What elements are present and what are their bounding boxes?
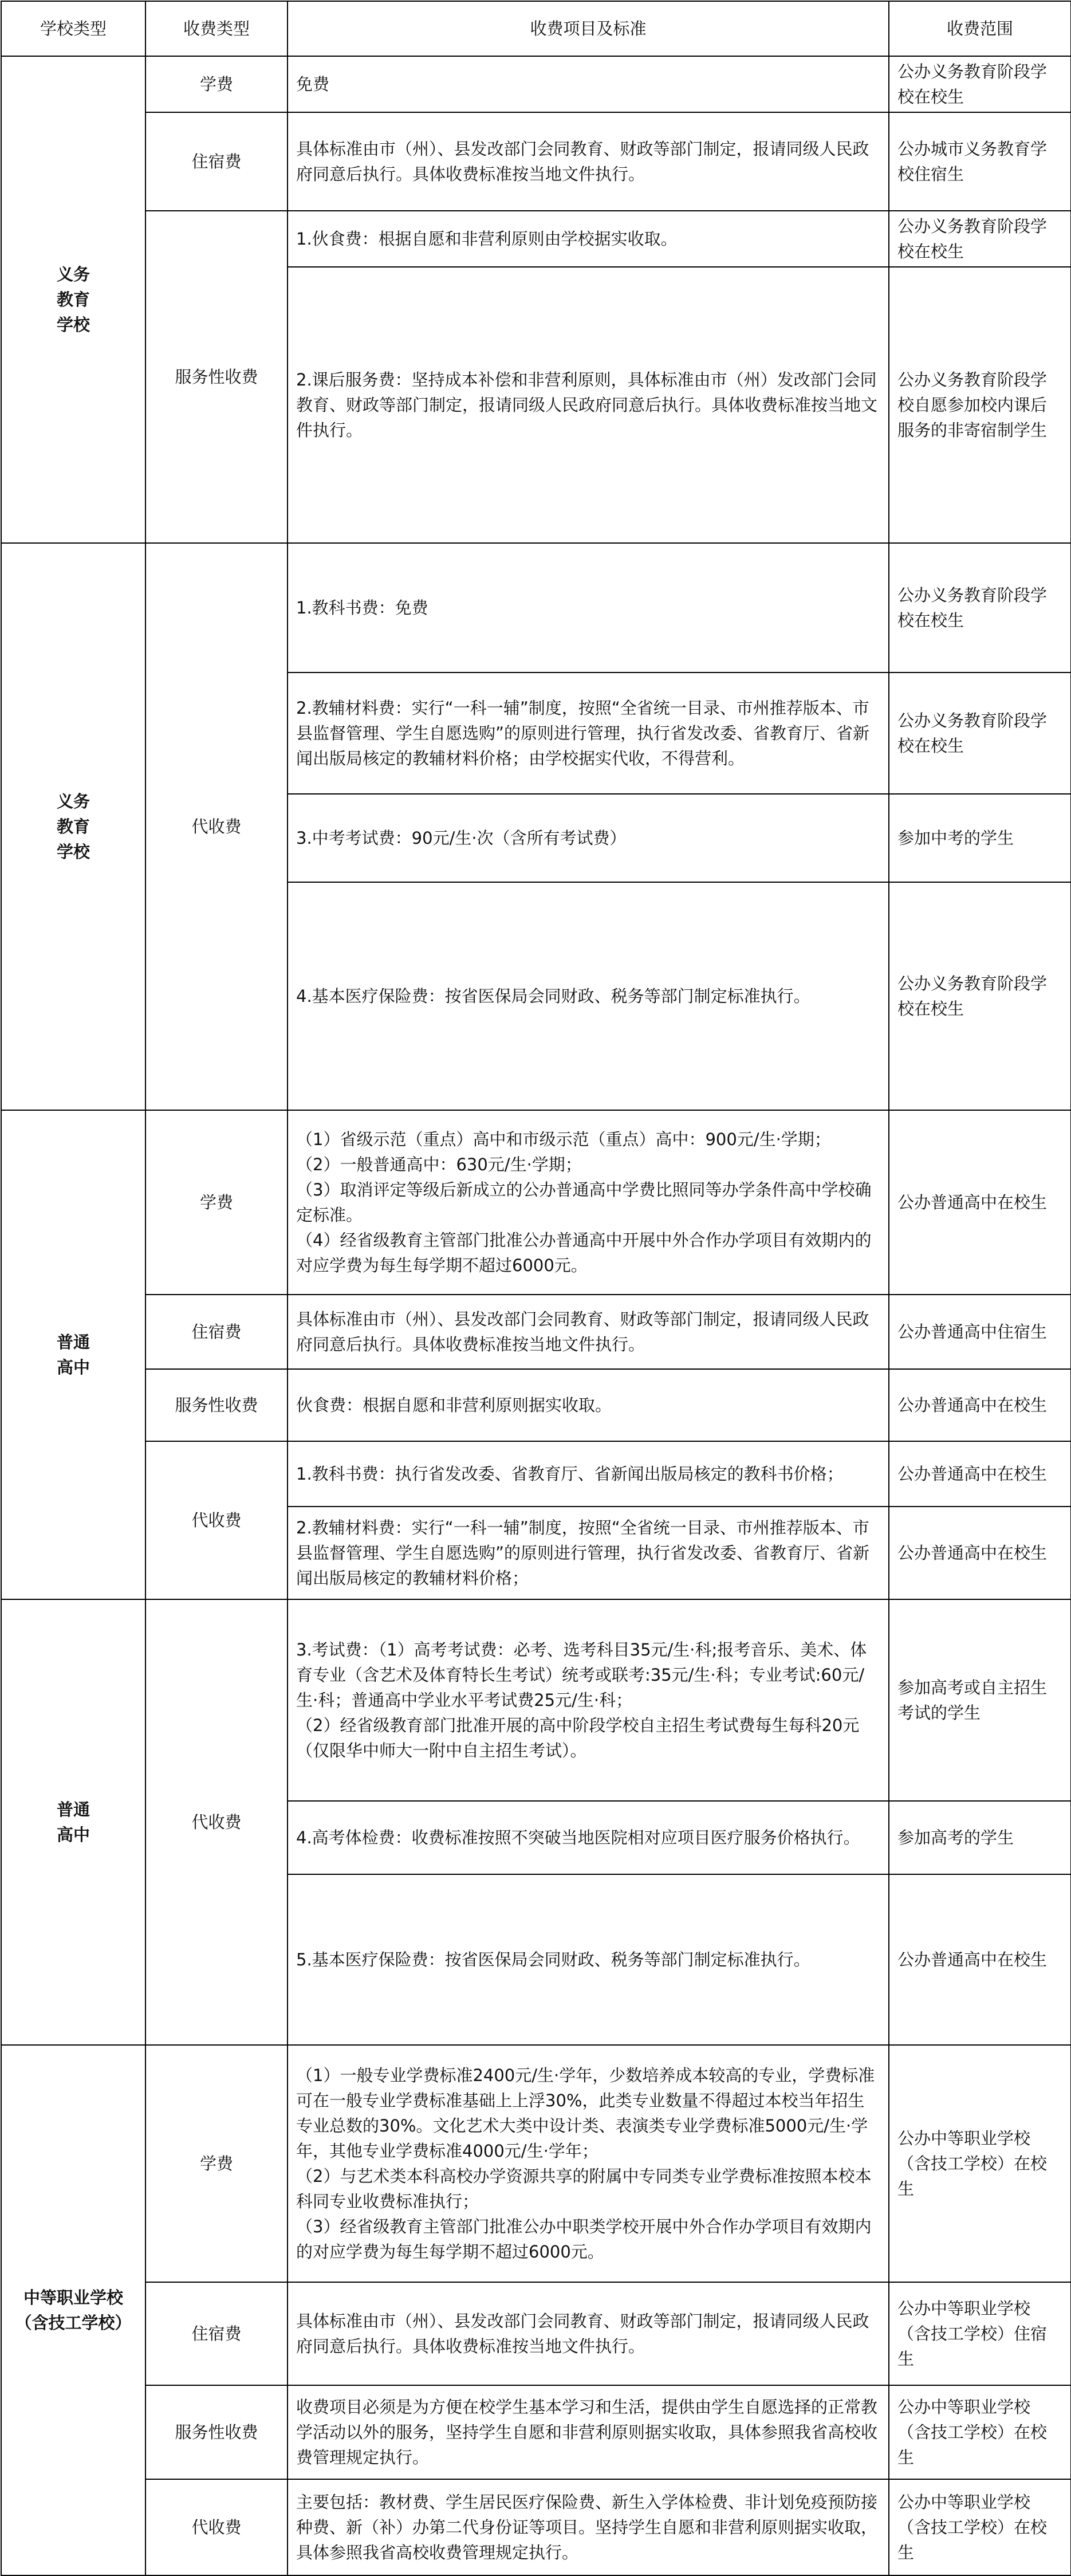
fee-type-cell: 住宿费 (145, 1295, 288, 1369)
table-row (1, 1441, 1071, 1507)
fee-item-cell: 伙食费：根据自愿和非营利原则据实收取。 (288, 1369, 889, 1441)
fee-item-cell: 具体标准由市（州）、县发改部门会同教育、财政等部门制定，报请同级人民政府同意后执行。具体收费标准按当地文件执行。 (288, 1295, 889, 1369)
table-row (1, 211, 1071, 267)
fee-item-cell: 2.教辅材料费：实行“一科一辅”制度，按照“全省统一目录、市州推荐版本、市县监督管理、学生自愿选购”的原则进行管理，执行省发改委、省教育厅、省新闻出版局核定的教辅材料价格； (288, 1507, 889, 1599)
school-type-cell: 普通 高中 (1, 1110, 145, 1599)
fee-type-cell: 服务性收费 (145, 211, 288, 543)
header-fee-items: 收费项目及标准 (288, 1, 889, 56)
fee-type-cell: 服务性收费 (145, 1369, 288, 1441)
fee-type-cell: 代收费 (145, 2479, 288, 2575)
fee-item-cell: （1）一般专业学费标准2400元/生·学年，少数培养成本较高的专业，学费标准可在一般专业学费标准基础上上浮30%，此类专业数量不得超过本校当年招生专业总数的30%。文化艺术大类中设计类、表演类专业学费标准5000元/生·学年，其他专业学费标准4000元/生·学年； （2）与艺术类本科高校办学资源共享的附属中专同类专业学费标准按照本校本科同专业收费标准执行； （3）经省级教育主管部门批准公办中职类学校开展中外合作办学项目有效期内的对应学费为每生每学期不超过6000元。 (288, 2045, 889, 2282)
fee-scope-cell: 公办义务教育阶段学校在校生 (889, 56, 1071, 112)
fee-type-cell: 代收费 (145, 543, 288, 1110)
fee-scope-cell: 公办普通高中在校生 (889, 1369, 1071, 1441)
fee-item-cell: 1.伙食费：根据自愿和非营利原则由学校据实收取。 (288, 211, 889, 267)
fee-scope-cell: 公办中等职业学校（含技工学校）在校生 (889, 2479, 1071, 2575)
fee-scope-cell: 公办义务教育阶段学校在校生 (889, 672, 1071, 794)
fee-type-cell: 服务性收费 (145, 2385, 288, 2479)
table-row (1, 1599, 1071, 1801)
fee-item-cell: 4.基本医疗保险费：按省医保局会同财政、税务等部门制定标准执行。 (288, 882, 889, 1110)
fee-item-cell: 5.基本医疗保险费：按省医保局会同财政、税务等部门制定标准执行。 (288, 1874, 889, 2045)
fee-item-cell: 3.中考考试费：90元/生·次（含所有考试费） (288, 794, 889, 882)
fee-item-cell: 4.高考体检费：收费标准按照不突破当地医院相对应项目医疗服务价格执行。 (288, 1801, 889, 1874)
table-row (1, 1369, 1071, 1441)
table-row (1, 2479, 1071, 2575)
fee-scope-cell: 公办中等职业学校（含技工学校）在校生 (889, 2385, 1071, 2479)
fee-item-cell: 收费项目必须是为方便在校学生基本学习和生活，提供由学生自愿选择的正常教学活动以外的服务，坚持学生自愿和非营利原则据实收取，具体参照我省高校收费管理规定执行。 (288, 2385, 889, 2479)
fee-scope-cell: 公办中等职业学校（含技工学校）在校生 (889, 2045, 1071, 2282)
header-fee-scope: 收费范围 (889, 1, 1071, 56)
school-type-cell: 普通 高中 (1, 1599, 145, 2045)
fee-type-cell: 学费 (145, 1110, 288, 1295)
fee-scope-cell: 公办义务教育阶段学校在校生 (889, 211, 1071, 267)
fee-scope-cell: 公办普通高中在校生 (889, 1507, 1071, 1599)
school-type-cell: 义务 教育 学校 (1, 543, 145, 1110)
fee-item-cell: 3.考试费：（1）高考考试费：必考、选考科目35元/生·科;报考音乐、美术、体育专业（含艺术及体育特长生考试）统考或联考:35元/生·科；专业考试:60元/生·科；普通高中学业水平考试费25元/生·科； （2）经省级教育部门批准开展的高中阶段学校自主招生考试费每生每科20元（仅限华中师大一附中自主招生考试）。 (288, 1599, 889, 1801)
fee-type-cell: 住宿费 (145, 112, 288, 211)
fee-item-cell: 具体标准由市（州）、县发改部门会同教育、财政等部门制定，报请同级人民政府同意后执行。具体收费标准按当地文件执行。 (288, 2282, 889, 2385)
table-row (1, 56, 1071, 112)
fee-scope-cell: 参加高考或自主招生考试的学生 (889, 1599, 1071, 1801)
fee-item-cell: 1.教科书费：免费 (288, 543, 889, 672)
fee-type-cell: 住宿费 (145, 2282, 288, 2385)
fee-item-cell: （1）省级示范（重点）高中和市级示范（重点）高中：900元/生·学期； （2）一般普通高中：630元/生·学期； （3）取消评定等级后新成立的公办普通高中学费比照同等办学条件高中学校确定标准。 （4）经省级教育主管部门批准公办普通高中开展中外合作办学项目有效期内的对应学费为每生每学期不超过6000元。 (288, 1110, 889, 1295)
fee-item-cell: 具体标准由市（州）、县发改部门会同教育、财政等部门制定，报请同级人民政府同意后执行。具体收费标准按当地文件执行。 (288, 112, 889, 211)
school-type-cell: 中等职业学校 （含技工学校） (1, 2045, 145, 2575)
fee-type-cell: 代收费 (145, 1441, 288, 1599)
table-row (1, 543, 1071, 672)
fee-scope-cell: 公办义务教育阶段学校自愿参加校内课后服务的非寄宿制学生 (889, 267, 1071, 543)
fee-item-cell: 主要包括：教材费、学生居民医疗保险费、新生入学体检费、非计划免疫预防接种费、新（补）办第二代身份证等项目。坚持学生自愿和非营利原则据实收取，具体参照我省高校收费管理规定执行。 (288, 2479, 889, 2575)
fee-type-cell: 学费 (145, 2045, 288, 2282)
fee-scope-cell: 公办普通高中在校生 (889, 1874, 1071, 2045)
table-row (1, 112, 1071, 211)
fee-scope-cell: 参加高考的学生 (889, 1801, 1071, 1874)
fee-scope-cell: 公办义务教育阶段学校在校生 (889, 882, 1071, 1110)
fee-table (1, 1, 1071, 2576)
school-type-cell: 义务 教育 学校 (1, 56, 145, 543)
fee-scope-cell: 参加中考的学生 (889, 794, 1071, 882)
fee-scope-cell: 公办义务教育阶段学校在校生 (889, 543, 1071, 672)
header-school-type: 学校类型 (1, 1, 145, 56)
header-fee-type: 收费类型 (145, 1, 288, 56)
fee-scope-cell: 公办普通高中在校生 (889, 1110, 1071, 1295)
fee-type-cell: 学费 (145, 56, 288, 112)
table-row (1, 2385, 1071, 2479)
fee-scope-cell: 公办城市义务教育学校住宿生 (889, 112, 1071, 211)
table-row (1, 2282, 1071, 2385)
table-row (1, 1110, 1071, 1295)
table-row (1, 1295, 1071, 1369)
fee-item-cell: 2.教辅材料费：实行“一科一辅”制度，按照“全省统一目录、市州推荐版本、市县监督管理、学生自愿选购”的原则进行管理，执行省发改委、省教育厅、省新闻出版局核定的教辅材料价格；由学校据实代收，不得营利。 (288, 672, 889, 794)
fee-type-cell: 代收费 (145, 1599, 288, 2045)
fee-item-cell: 1.教科书费：执行省发改委、省教育厅、省新闻出版局核定的教科书价格； (288, 1441, 889, 1507)
fee-item-cell: 免费 (288, 56, 889, 112)
fee-scope-cell: 公办普通高中住宿生 (889, 1295, 1071, 1369)
header-row (1, 1, 1071, 56)
fee-scope-cell: 公办普通高中在校生 (889, 1441, 1071, 1507)
fee-scope-cell: 公办中等职业学校（含技工学校）住宿生 (889, 2282, 1071, 2385)
table-row (1, 2045, 1071, 2282)
fee-item-cell: 2.课后服务费：坚持成本补偿和非营利原则，具体标准由市（州）发改部门会同教育、财政等部门制定，报请同级人民政府同意后执行。具体收费标准按当地文件执行。 (288, 267, 889, 543)
